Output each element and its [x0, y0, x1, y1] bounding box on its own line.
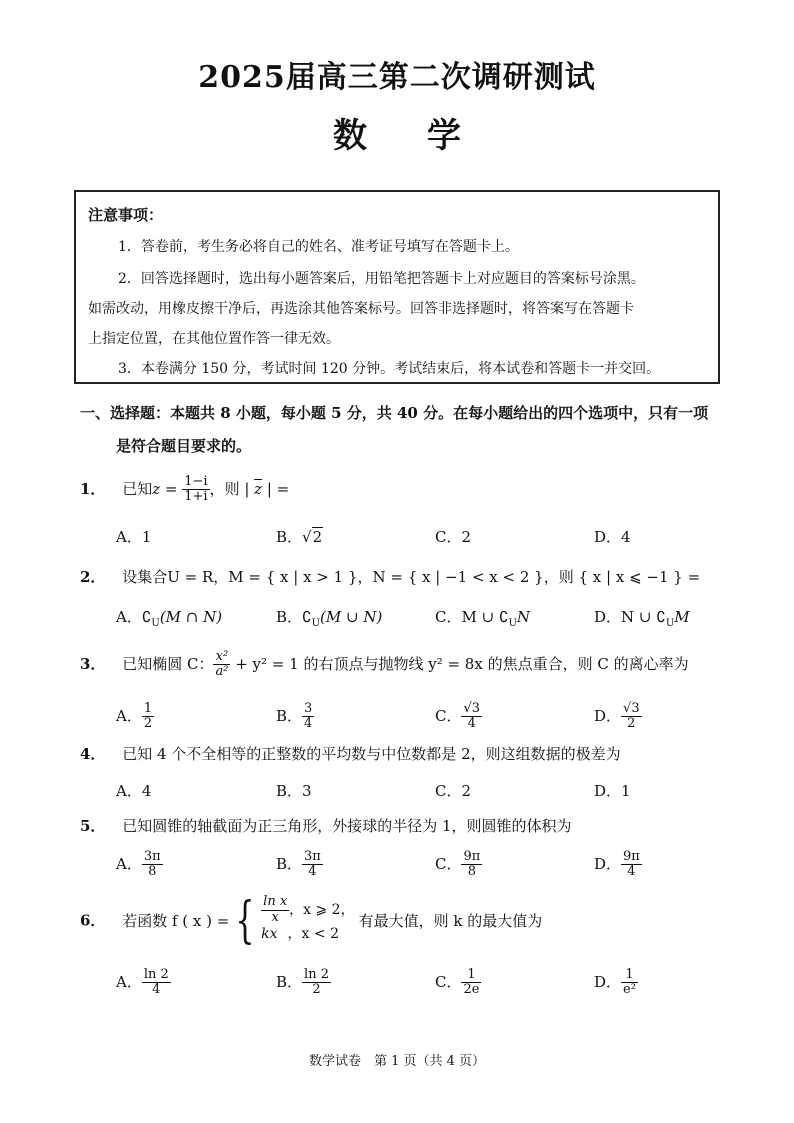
brace-icon: {: [235, 891, 255, 949]
q1-post: ，则 |: [209, 479, 255, 498]
subscript: U: [311, 618, 321, 629]
q6-pre: 若函数 f ( x ) =: [122, 911, 230, 930]
question-1: [80, 475, 289, 505]
subject-title: 数学: [333, 116, 521, 156]
denominator: 4: [627, 864, 636, 880]
q2-text: 设集合U = R，M = { x | x > 1 }，N = { x | −1 < x < 2 }，则 { x | x ⩽ −1 } =: [122, 568, 701, 586]
denominator: 4: [467, 716, 476, 732]
numerator: ln 2: [143, 967, 169, 982]
denominator: a²: [215, 664, 229, 680]
numerator: ln x: [263, 894, 288, 910]
option-label: B．: [276, 972, 303, 991]
q1-pre: 已知: [122, 479, 153, 498]
option-label: D．: [594, 972, 622, 991]
question-number: 2．: [80, 568, 106, 586]
numerator: 3π: [304, 849, 321, 864]
q1-option-b: [276, 526, 323, 547]
numerator: x²: [213, 650, 230, 665]
section-heading-line-2: 是符合题目要求的。: [116, 437, 252, 455]
q3-option-a: [116, 702, 154, 732]
subscript: U: [665, 618, 675, 629]
section-heading-line-1: 一、选择题：本题共 8 小题，每小题 5 分，共 40 分。在每小题给出的四个选项中，只有一项: [80, 404, 709, 422]
q1-option-a: A．1: [116, 528, 152, 546]
q2-option-d: [594, 606, 690, 629]
option-label: C．: [435, 854, 462, 873]
q6-option-d: [594, 968, 638, 998]
question-4: [80, 743, 621, 764]
q1-option-d: D．4: [594, 528, 631, 546]
q4-option-b: B．3: [276, 782, 312, 800]
question-number: 4．: [80, 745, 106, 763]
q4-option-d: D．1: [594, 782, 631, 800]
numerator: 9π: [623, 849, 640, 864]
q2-option-b: [276, 606, 382, 629]
denominator: 4: [308, 864, 317, 880]
q6-option-b: [276, 968, 331, 998]
question-number: 5．: [80, 817, 106, 835]
q3-pre: 已知椭圆 C：: [122, 654, 214, 673]
q1-var: z: [152, 479, 161, 498]
question-number: 1．: [80, 479, 106, 498]
q6-piecewise: [261, 895, 354, 944]
q4-option-c: C．2: [435, 782, 472, 800]
piece-expression: kx: [261, 926, 278, 942]
page-footer: 数学试卷 第 1 页（共 4 页）: [308, 1054, 486, 1069]
numerator: 1: [621, 968, 638, 983]
option-label: A．: [116, 854, 142, 873]
denominator: 2: [312, 982, 321, 998]
numerator: √3: [623, 701, 640, 716]
question-number: 6．: [80, 911, 106, 930]
q3-fraction: [213, 650, 230, 680]
question-3: [80, 650, 689, 680]
option-text: C．M ∪ ∁: [435, 608, 509, 626]
option-text: (M ∩ N): [159, 608, 223, 626]
numerator: 1: [461, 968, 481, 983]
option-label: D．: [594, 706, 622, 725]
option-label: B．: [276, 854, 303, 873]
denominator: 4: [152, 982, 161, 998]
denominator: 8: [148, 864, 157, 880]
q5-option-d: [594, 850, 642, 880]
q5-option-c: [435, 850, 482, 880]
notice-line-3: 3．本卷满分 150 分，考试时间 120 分钟。考试结束后，将本试卷和答题卡一并交回。: [118, 361, 661, 377]
question-2: [80, 566, 700, 587]
q5-option-a: [116, 850, 163, 880]
q3-option-b: [276, 702, 314, 732]
option-label: A．: [116, 972, 142, 991]
denominator: 2: [143, 716, 153, 732]
numerator: 3π: [143, 849, 161, 864]
option-label: A．: [116, 706, 142, 725]
sqrt-symbol: √2: [302, 528, 323, 546]
option-text: M: [674, 608, 690, 626]
page-title: 2025届高三第二次调研测试: [198, 60, 596, 95]
q4-text: 已知 4 个不全相等的正整数的平均数与中位数都是 2，则这组数据的极差为: [122, 745, 621, 763]
option-text: A．∁: [116, 608, 152, 626]
question-number: 3．: [80, 654, 106, 673]
q1-numerator: 1−i: [184, 474, 208, 489]
numerator: √3: [463, 701, 481, 716]
q3-option-d: [594, 702, 642, 732]
option-text: N: [516, 608, 531, 626]
denominator: 2: [627, 716, 636, 732]
q2-option-c: [435, 606, 530, 629]
option-label: B．: [276, 528, 303, 546]
denominator: x: [271, 909, 279, 925]
subscript: U: [151, 618, 160, 629]
radicand: 2: [312, 528, 323, 546]
q5-option-b: [276, 850, 323, 880]
q6-option-a: [116, 968, 171, 998]
notice-line-2c: 上指定位置，在其他位置作答一律无效。: [88, 331, 340, 347]
notice-line-2b: 如需改动，用橡皮擦干净后，再选涂其他答案标号。回答非选择题时，将答案写在答题卡: [88, 301, 634, 317]
option-label: C．: [435, 706, 462, 725]
notice-heading: 注意事项：: [88, 206, 164, 224]
q1-eq: =: [160, 479, 183, 498]
numerator: ln 2: [304, 967, 329, 982]
subscript: U: [508, 618, 517, 629]
option-label: C．: [435, 972, 462, 991]
denominator: e²: [623, 982, 636, 998]
q2-option-a: [116, 606, 222, 629]
notice-line-2a: 2．回答选择题时，选出每小题答案后，用铅笔把答题卡上对应题目的答案标号涂黑。: [118, 271, 645, 287]
option-text: (M ∪ N): [320, 608, 383, 626]
option-label: B．: [276, 706, 303, 725]
q1-conjugate: $\overline{z}$: [254, 479, 263, 498]
numerator: 1: [143, 701, 153, 716]
q6-option-c: [435, 968, 481, 998]
piece-condition: ，x < 2: [287, 926, 339, 942]
denominator: 8: [467, 864, 477, 880]
q4-option-a: A．4: [116, 782, 152, 800]
option-text: B．∁: [276, 608, 312, 626]
piece-condition: ，x ⩾ 2，: [289, 902, 355, 919]
q3-option-c: [435, 702, 482, 732]
denominator: 2e: [463, 982, 480, 998]
numerator: 9π: [463, 849, 481, 864]
q6-post: 有最大值，则 k 的最大值为: [358, 911, 543, 930]
notice-box: [74, 190, 720, 384]
q1-end: | =: [262, 479, 290, 498]
numerator: 3: [304, 701, 313, 716]
option-label: D．: [594, 854, 622, 873]
option-text: D．N ∪ ∁: [594, 608, 666, 626]
question-6: [80, 891, 543, 949]
q5-text: 已知圆锥的轴截面为正三角形，外接球的半径为 1，则圆锥的体积为: [122, 817, 572, 835]
denominator: 4: [304, 716, 313, 732]
q1-denominator: 1+i: [184, 489, 208, 505]
q1-option-c: C．2: [435, 528, 472, 546]
q1-fraction: [182, 475, 209, 505]
notice-line-1: 1．答卷前，考生务必将自己的姓名、准考证号填写在答题卡上。: [118, 239, 519, 255]
question-5: [80, 815, 572, 836]
q3-post: + y² = 1 的右顶点与抛物线 y² = 8x 的焦点重合，则 C 的离心率为: [230, 654, 689, 673]
